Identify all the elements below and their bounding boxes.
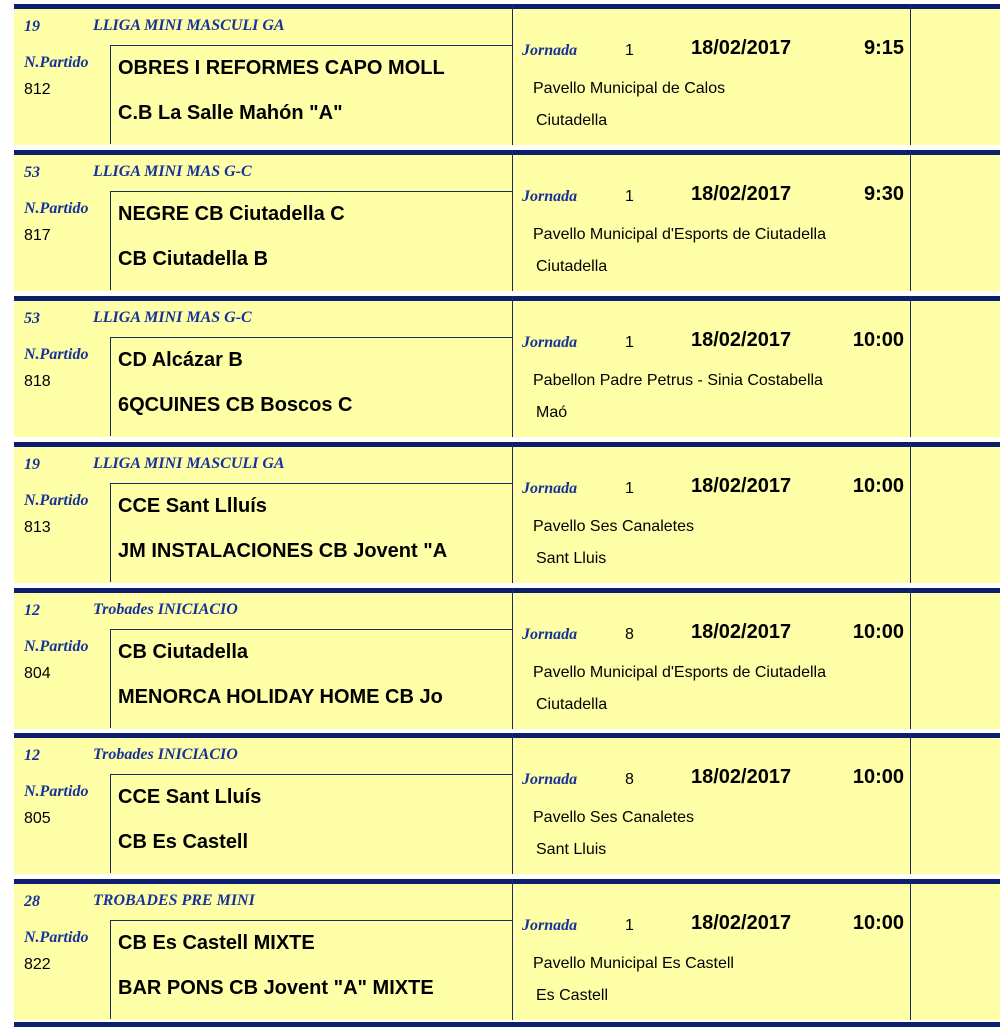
column-divider	[910, 4, 911, 145]
competition-code: 19	[24, 456, 40, 473]
venue-city: Sant Lluis	[536, 550, 607, 567]
home-team: OBRES I REFORMES CAPO MOLL	[118, 57, 445, 79]
column-divider	[512, 150, 513, 291]
column-divider	[512, 588, 513, 729]
header-divider	[110, 774, 512, 775]
league-name: LLIGA MINI MASCULI GA	[93, 455, 285, 472]
match-card	[14, 442, 1000, 583]
match-number: 812	[24, 81, 51, 98]
match-number-label: N.Partido	[24, 783, 89, 800]
venue-name: Pavello Ses Canaletes	[533, 809, 694, 826]
match-card	[14, 150, 1000, 291]
match-date: 18/02/2017	[691, 329, 792, 351]
match-divider	[14, 150, 1000, 155]
column-divider	[110, 484, 111, 582]
match-card	[14, 296, 1000, 437]
match-number-label: N.Partido	[24, 638, 89, 655]
league-name: LLIGA MINI MASCULI GA	[93, 17, 285, 34]
bottom-divider	[14, 1022, 1000, 1027]
league-name: Trobades INICIACIO	[93, 746, 238, 763]
home-team: CCE Sant Lluís	[118, 786, 262, 808]
away-team: 6QCUINES CB Boscos C	[118, 394, 353, 416]
away-team: C.B La Salle Mahón "A"	[118, 102, 343, 124]
column-divider	[910, 879, 911, 1020]
column-divider	[110, 46, 111, 144]
match-number: 822	[24, 956, 51, 973]
venue-city: Ciutadella	[536, 696, 608, 713]
round-label: Jornada	[522, 334, 578, 351]
away-team: MENORCA HOLIDAY HOME CB Jo	[118, 686, 443, 708]
column-divider	[910, 150, 911, 291]
round-number: 8	[625, 626, 634, 643]
match-time: 9:15	[863, 37, 904, 59]
away-team: JM INSTALACIONES CB Jovent "A	[118, 540, 448, 562]
column-divider	[110, 192, 111, 290]
away-team: CB Es Castell	[118, 831, 249, 853]
match-date: 18/02/2017	[691, 621, 792, 643]
column-divider	[110, 775, 111, 873]
away-team: BAR PONS CB Jovent "A" MIXTE	[118, 977, 434, 999]
venue-city: Ciutadella	[536, 258, 608, 275]
match-number-label: N.Partido	[24, 492, 89, 509]
header-divider	[110, 191, 512, 192]
match-number: 818	[24, 373, 51, 390]
match-date: 18/02/2017	[691, 183, 792, 205]
column-divider	[110, 338, 111, 436]
round-number: 1	[625, 188, 634, 205]
match-divider	[14, 296, 1000, 301]
header-divider	[110, 45, 512, 46]
venue-name: Pavello Municipal de Calos	[533, 80, 726, 97]
match-number-label: N.Partido	[24, 346, 89, 363]
column-divider	[512, 442, 513, 583]
venue-city: Sant Lluis	[536, 841, 607, 858]
match-number-label: N.Partido	[24, 200, 89, 217]
round-number: 1	[625, 917, 634, 934]
match-number-label: N.Partido	[24, 929, 89, 946]
league-name: TROBADES PRE MINI	[93, 892, 255, 909]
column-divider	[110, 921, 111, 1019]
round-label: Jornada	[522, 188, 578, 205]
column-divider	[910, 442, 911, 583]
match-divider	[14, 442, 1000, 447]
round-label: Jornada	[522, 42, 578, 59]
match-card	[14, 4, 1000, 145]
match-date: 18/02/2017	[691, 912, 792, 934]
column-divider	[910, 733, 911, 874]
match-number-label: N.Partido	[24, 54, 89, 71]
home-team: CB Ciutadella	[118, 641, 249, 663]
match-time: 10:00	[852, 621, 904, 643]
header-divider	[110, 920, 512, 921]
venue-name: Pabellon Padre Petrus - Sinia Costabella	[533, 372, 823, 389]
league-name: LLIGA MINI MAS G-C	[93, 309, 252, 326]
competition-code: 53	[24, 164, 40, 181]
match-time: 9:30	[863, 183, 904, 205]
match-time: 10:00	[852, 475, 904, 497]
league-name: Trobades INICIACIO	[93, 601, 238, 618]
column-divider	[110, 630, 111, 728]
column-divider	[512, 733, 513, 874]
match-card	[14, 733, 1000, 874]
round-label: Jornada	[522, 480, 578, 497]
header-divider	[110, 337, 512, 338]
round-number: 1	[625, 480, 634, 497]
column-divider	[910, 296, 911, 437]
competition-code: 12	[24, 602, 40, 619]
round-number: 8	[625, 771, 634, 788]
home-team: CB Es Castell MIXTE	[118, 932, 315, 954]
league-name: LLIGA MINI MAS G-C	[93, 163, 252, 180]
venue-name: Pavello Municipal Es Castell	[533, 955, 734, 972]
header-divider	[110, 629, 512, 630]
home-team: CD Alcázar B	[118, 349, 243, 371]
match-time: 10:00	[852, 766, 904, 788]
competition-code: 53	[24, 310, 40, 327]
round-label: Jornada	[522, 626, 578, 643]
venue-name: Pavello Ses Canaletes	[533, 518, 694, 535]
match-date: 18/02/2017	[691, 37, 792, 59]
match-card	[14, 588, 1000, 729]
venue-city: Maó	[536, 404, 568, 421]
venue-name: Pavello Municipal d'Esports de Ciutadella	[533, 226, 826, 243]
column-divider	[512, 879, 513, 1020]
match-divider	[14, 4, 1000, 9]
venue-city: Es Castell	[536, 987, 609, 1004]
home-team: NEGRE CB Ciutadella C	[118, 203, 345, 225]
match-card	[14, 879, 1000, 1020]
column-divider	[512, 4, 513, 145]
away-team: CB Ciutadella B	[118, 248, 269, 270]
competition-code: 12	[24, 747, 40, 764]
column-divider	[910, 588, 911, 729]
match-divider	[14, 588, 1000, 593]
match-number: 813	[24, 519, 51, 536]
venue-name: Pavello Municipal d'Esports de Ciutadella	[533, 664, 826, 681]
match-time: 10:00	[852, 912, 904, 934]
match-time: 10:00	[852, 329, 904, 351]
match-divider	[14, 733, 1000, 738]
round-label: Jornada	[522, 771, 578, 788]
column-divider	[512, 296, 513, 437]
round-number: 1	[625, 42, 634, 59]
match-number: 817	[24, 227, 51, 244]
match-number: 804	[24, 665, 51, 682]
round-number: 1	[625, 334, 634, 351]
match-divider	[14, 879, 1000, 884]
header-divider	[110, 483, 512, 484]
venue-city: Ciutadella	[536, 112, 608, 129]
home-team: CCE Sant Llluís	[118, 495, 267, 517]
match-number: 805	[24, 810, 51, 827]
round-label: Jornada	[522, 917, 578, 934]
competition-code: 28	[24, 893, 40, 910]
competition-code: 19	[24, 18, 40, 35]
match-date: 18/02/2017	[691, 766, 792, 788]
match-date: 18/02/2017	[691, 475, 792, 497]
